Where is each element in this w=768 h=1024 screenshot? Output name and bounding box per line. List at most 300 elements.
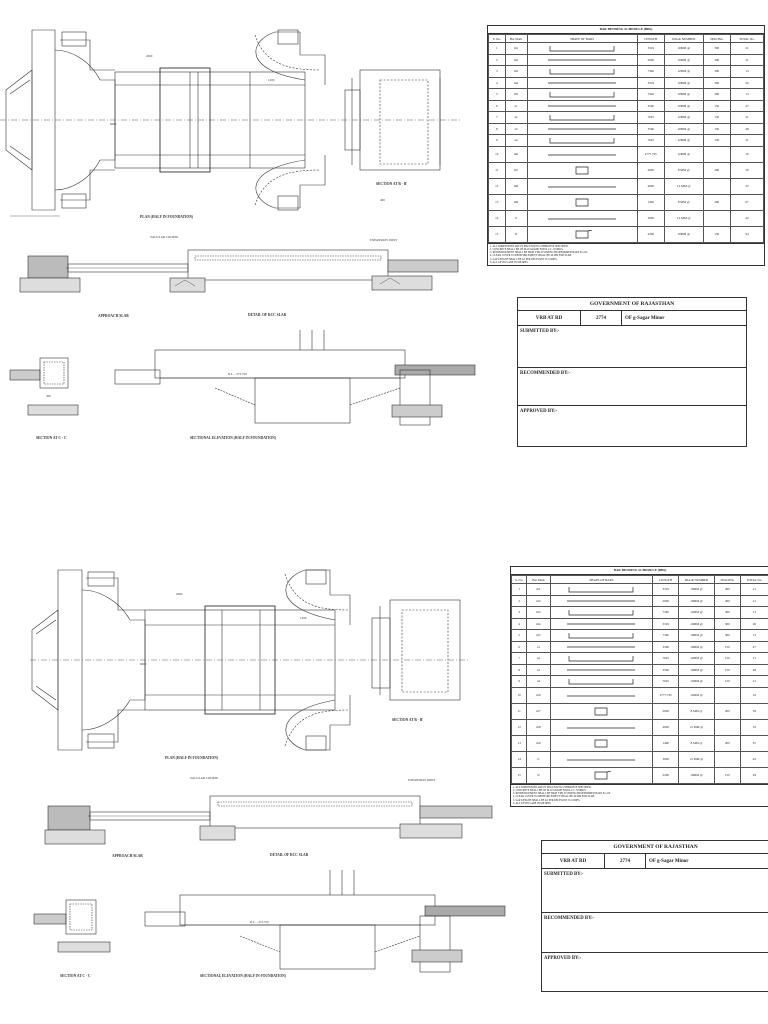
rd-value: 2774: [581, 311, 622, 325]
table-cell: 150: [703, 112, 731, 124]
table-cell: 12 MM @: [665, 210, 704, 226]
schedule-note: 4. CLEAR COVER TO REINFORCEMENT SHALL BE 40 MM FOR SLAB.: [513, 795, 595, 799]
bar-shape-icon: [542, 67, 622, 76]
table-cell: 59: [740, 703, 768, 719]
table-cell: 10MM @: [665, 123, 704, 135]
bar-shape-cell: [550, 607, 653, 619]
table-row: [489, 100, 764, 112]
schedule-note: 3. REINFORCEMENT SHALL BE HIGH YIELD STRENGTH DEFORMED BARS Fe-415.: [513, 792, 611, 796]
bar-shape-cell: [527, 210, 637, 226]
table-cell: a4: [505, 135, 527, 147]
table-cell: 26: [731, 77, 764, 89]
section-cc-title: SECTION AT C - C: [36, 436, 67, 440]
table-cell: 10MM @: [665, 43, 704, 55]
table-cell: m6: [505, 146, 527, 162]
bar-shape-cell: [550, 687, 653, 703]
rl-label: R.L. - 273.750: [228, 372, 247, 376]
table-row: [489, 135, 764, 147]
dim-label: 1200: [268, 78, 275, 82]
table-cell: 5: [512, 630, 527, 642]
table-cell: 21: [731, 135, 764, 147]
rcc-slab-detail-title: DETAIL OF RCC SLAB: [270, 853, 309, 857]
schedule-header: S. No.: [489, 35, 506, 43]
table-cell: 12MM @: [665, 146, 704, 162]
table-cell: 12MM @: [679, 676, 715, 688]
table-cell: 300: [715, 595, 741, 607]
table-row: [489, 178, 764, 194]
table-cell: a2: [505, 112, 527, 124]
table-cell: 47: [731, 100, 764, 112]
section-bb-title: SECTION AT B - B': [376, 182, 408, 186]
table-cell: 8 MM @: [665, 194, 704, 210]
schedule-table: [488, 34, 764, 243]
expansion-joint-label: EXPANSION JOINT: [408, 778, 436, 782]
table-cell: 10MM @: [679, 595, 715, 607]
bar-shape-cell: [527, 77, 637, 89]
table-cell: 2777.745: [653, 687, 679, 703]
bar-shape-icon: [561, 723, 641, 732]
table-cell: 150: [703, 100, 731, 112]
schedule-note: 5. LAP LENGTH SHALL BE AS PER RELEVANT IS CODES.: [513, 798, 581, 802]
bar-shape-cell: [550, 735, 653, 751]
sectional-elevation-title: SECTIONAL ELEVATION (HALF IN FOUNDATION): [200, 974, 286, 978]
table-cell: 12 MM @: [679, 719, 715, 735]
bar-shape-icon: [542, 113, 622, 122]
schedule-note: 3. REINFORCEMENT SHALL BE HIGH YIELD STRENGTH DEFORMED BARS Fe-415.: [490, 251, 588, 255]
bar-shape-icon: [561, 642, 641, 651]
table-cell: 7340: [637, 66, 665, 78]
schedule-note: 2. CONCRETE SHALL BE OF M-20 GRADE FOR R.C.C. WORKS.: [513, 788, 587, 792]
recommended-by: RECOMMENDED BY:-: [542, 913, 768, 953]
table-cell: m7: [527, 703, 550, 719]
table-row: [489, 54, 764, 66]
table-cell: 15: [512, 767, 527, 783]
table-cell: m2: [505, 54, 527, 66]
wearing-coat-label: VACULAR COURSE: [150, 235, 179, 239]
sectional-elevation-title: SECTIONAL ELEVATION (HALF IN FOUNDATION): [190, 436, 276, 440]
table-cell: 12: [489, 178, 506, 194]
table-cell: 42: [731, 210, 764, 226]
bar-shape-icon: [542, 182, 622, 191]
table-cell: 5: [489, 89, 506, 101]
bar-shape-cell: [527, 66, 637, 78]
table-cell: 9: [512, 676, 527, 688]
schedule-header: SHAPE OF BARS: [527, 35, 637, 43]
table-cell: 7625: [653, 653, 679, 665]
table-cell: 12 MM @: [679, 751, 715, 767]
table-cell: t1: [527, 751, 550, 767]
table-cell: 12MM @: [679, 687, 715, 703]
table-cell: 21: [740, 584, 768, 596]
table-cell: 11: [489, 162, 506, 178]
submitted-by: SUBMITTED BY:-: [542, 869, 768, 913]
bar-shape-icon: [542, 44, 622, 53]
table-cell: 10MM @: [665, 226, 704, 242]
approach-slab-title: APPROACH SLAB: [112, 854, 143, 858]
table-cell: m1: [527, 584, 550, 596]
table-cell: 2777.745: [637, 146, 665, 162]
bar-shape-icon: [561, 665, 641, 674]
table-cell: 2000: [637, 54, 665, 66]
table-cell: [715, 751, 741, 767]
table-cell: 10MM @: [665, 100, 704, 112]
dim-label: 400: [380, 198, 385, 202]
schedule-note: 2. CONCRETE SHALL BE OF M-20 GRADE FOR R.C.C. WORKS.: [490, 247, 564, 251]
table-cell: 4000: [637, 178, 665, 194]
table-cell: 150: [703, 135, 731, 147]
table-cell: 12: [512, 719, 527, 735]
table-cell: 2: [512, 595, 527, 607]
government-title: GOVERNMENT OF RAJASTHAN: [542, 841, 768, 854]
table-cell: 6: [489, 100, 506, 112]
minor-name: OF g-Sagar Minor: [625, 315, 665, 321]
approved-by: APPROVED BY:-: [520, 409, 558, 414]
vrb-label: VRB AT RD: [542, 854, 605, 868]
title-block: [517, 297, 747, 447]
bar-shape-icon: [561, 755, 641, 764]
schedule-note: 6. ALL LEVELS ARE IN METRES.: [513, 801, 552, 805]
table-cell: 3: [489, 66, 506, 78]
table-cell: 2: [489, 54, 506, 66]
table-cell: 9: [489, 135, 506, 147]
table-cell: a3: [527, 664, 550, 676]
table-cell: a1: [505, 100, 527, 112]
table-row: [489, 146, 764, 162]
bar-shape-cell: [550, 630, 653, 642]
rcc-slab-detail-title: DETAIL OF RCC SLAB: [248, 313, 287, 317]
table-cell: 94: [731, 226, 764, 242]
table-cell: 300: [703, 77, 731, 89]
table-cell: 2000: [653, 595, 679, 607]
table-cell: 13: [731, 66, 764, 78]
table-cell: 2200: [653, 767, 679, 783]
approach-slab-title: APPROACH SLAB: [98, 314, 129, 318]
table-cell: 13: [512, 735, 527, 751]
bar-shape-cell: [550, 664, 653, 676]
schedule-header: SPACING: [715, 576, 741, 584]
table-cell: 3560: [653, 641, 679, 653]
table-cell: 10MM @: [679, 767, 715, 783]
table-cell: 7340: [653, 630, 679, 642]
table-row: [512, 653, 768, 665]
schedule-notes: [511, 784, 768, 807]
table-cell: 21: [740, 653, 768, 665]
table-cell: a3: [505, 123, 527, 135]
schedule-header: LENGTH: [653, 576, 679, 584]
table-cell: m7: [505, 162, 527, 178]
submitted-by: SUBMITTED BY:-: [518, 326, 746, 368]
table-cell: 150: [715, 664, 741, 676]
table-cell: 13: [489, 194, 506, 210]
bar-shape-icon: [561, 677, 641, 686]
bar-shape-cell: [550, 767, 653, 783]
table-cell: m9: [527, 735, 550, 751]
bar-shape-cell: [527, 112, 637, 124]
table-cell: 94: [740, 767, 768, 783]
engineering-drawing-bottom: [0, 550, 510, 1020]
table-cell: m8: [505, 178, 527, 194]
bar-shape-cell: [527, 146, 637, 162]
table-cell: 16: [740, 687, 768, 703]
table-cell: [703, 146, 731, 162]
bar-shape-icon: [561, 585, 641, 594]
table-cell: 3319: [653, 584, 679, 596]
table-row: [512, 584, 768, 596]
recommended-by: RECOMMENDED BY:-: [518, 368, 746, 406]
table-cell: 1: [512, 584, 527, 596]
table-cell: 3560: [653, 664, 679, 676]
table-cell: 7340: [653, 607, 679, 619]
bar-shape-cell: [527, 54, 637, 66]
table-cell: m6: [527, 687, 550, 703]
bar-shape-cell: [527, 194, 637, 210]
bar-shape-cell: [550, 618, 653, 630]
table-cell: 47: [740, 641, 768, 653]
dim-label: 300: [46, 394, 51, 398]
table-cell: 200: [703, 162, 731, 178]
table-row: [512, 767, 768, 783]
government-title: GOVERNMENT OF RAJASTHAN: [518, 298, 746, 311]
table-row: [489, 226, 764, 242]
bar-shape-cell: [550, 703, 653, 719]
bar-shape-cell: [527, 100, 637, 112]
table-row: [489, 210, 764, 226]
table-row: [512, 641, 768, 653]
table-cell: m1: [505, 43, 527, 55]
table-cell: 8 MM @: [665, 162, 704, 178]
table-cell: a1: [527, 641, 550, 653]
table-cell: [703, 178, 731, 194]
table-cell: 10MM @: [679, 664, 715, 676]
bar-shape-cell: [550, 653, 653, 665]
table-row: [512, 664, 768, 676]
schedule-note: 1. ALL DIMENSIONS ARE IN MM UNLESS OTHERWISE SPECIFIED.: [490, 244, 569, 248]
bar-shape-cell: [527, 43, 637, 55]
table-cell: 42: [740, 751, 768, 767]
rl-label: R.L. - 273.750: [250, 920, 269, 924]
bar-shape-icon: [561, 707, 641, 716]
table-row: [489, 123, 764, 135]
bar-bending-schedule: [510, 566, 768, 807]
table-cell: 14: [489, 210, 506, 226]
table-cell: 2000: [653, 703, 679, 719]
schedule-header: DIA & NUMBER: [665, 35, 704, 43]
table-cell: 10: [489, 146, 506, 162]
schedule-notes: [488, 243, 764, 266]
table-cell: 4: [512, 618, 527, 630]
dim-label: 2000: [176, 592, 183, 596]
table-cell: 14: [512, 751, 527, 767]
table-cell: m9: [505, 194, 527, 210]
table-row: [512, 687, 768, 703]
table-row: [489, 194, 764, 210]
expansion-joint-label: EXPANSION JOINT: [370, 238, 398, 242]
table-cell: 15: [489, 226, 506, 242]
rd-value: 2774: [605, 854, 646, 868]
table-cell: [715, 687, 741, 703]
title-block: [541, 840, 768, 992]
table-cell: 7: [512, 653, 527, 665]
table-cell: 10MM @: [665, 54, 704, 66]
bar-shape-icon: [542, 198, 622, 207]
bar-shape-icon: [542, 150, 622, 159]
table-cell: 300: [703, 43, 731, 55]
table-cell: 10MM @: [665, 89, 704, 101]
table-row: [512, 607, 768, 619]
table-cell: t1: [505, 210, 527, 226]
table-row: [489, 89, 764, 101]
table-cell: 150: [715, 653, 741, 665]
table-cell: 67: [740, 735, 768, 751]
section-bb-title: SECTION AT B - B': [392, 718, 424, 722]
table-cell: 150: [715, 767, 741, 783]
table-cell: m3: [505, 66, 527, 78]
table-cell: 7625: [653, 676, 679, 688]
bar-shape-cell: [550, 595, 653, 607]
bar-shape-icon: [542, 166, 622, 175]
dim-label: 2000: [146, 54, 153, 58]
bar-shape-icon: [561, 654, 641, 663]
table-cell: 10MM @: [679, 641, 715, 653]
table-cell: 3319: [653, 618, 679, 630]
table-cell: 3319: [637, 77, 665, 89]
table-cell: 13: [731, 89, 764, 101]
bar-shape-icon: [542, 101, 622, 110]
table-cell: 10MM @: [679, 618, 715, 630]
table-row: [512, 676, 768, 688]
table-cell: 3560: [637, 100, 665, 112]
table-cell: 2200: [637, 226, 665, 242]
schedule-header: Bar Mark: [527, 576, 550, 584]
table-cell: m5: [527, 630, 550, 642]
table-cell: 10MM @: [665, 77, 704, 89]
table-row: [512, 735, 768, 751]
table-row: [489, 66, 764, 78]
bar-shape-icon: [542, 90, 622, 99]
table-cell: 300: [715, 630, 741, 642]
table-cell: 300: [715, 584, 741, 596]
table-cell: 150: [703, 226, 731, 242]
drawing-sheet-top: [0, 10, 768, 480]
table-cell: 21: [731, 112, 764, 124]
table-cell: 12MM @: [665, 112, 704, 124]
table-row: [489, 77, 764, 89]
bar-shape-icon: [542, 78, 622, 87]
table-cell: 26: [740, 618, 768, 630]
bar-shape-cell: [527, 135, 637, 147]
dim-label: 6000: [140, 662, 147, 666]
schedule-title: BAR BENDING SCHEDULE (BBS): [511, 567, 768, 575]
table-cell: 150: [703, 123, 731, 135]
table-cell: 21: [731, 43, 764, 55]
table-cell: 32: [740, 719, 768, 735]
bar-shape-icon: [542, 124, 622, 133]
table-cell: 200: [703, 194, 731, 210]
table-cell: 21: [740, 595, 768, 607]
bar-shape-cell: [527, 123, 637, 135]
table-cell: 3319: [637, 43, 665, 55]
table-cell: 300: [715, 607, 741, 619]
section-cc-title: SECTION AT C - C: [60, 974, 91, 978]
table-cell: 200: [715, 735, 741, 751]
table-cell: 300: [703, 54, 731, 66]
table-cell: 2000: [637, 162, 665, 178]
bar-shape-icon: [561, 739, 641, 748]
table-cell: 8: [512, 664, 527, 676]
table-cell: [703, 210, 731, 226]
table-cell: 7340: [637, 89, 665, 101]
table-cell: 10MM @: [679, 584, 715, 596]
table-cell: 3560: [637, 123, 665, 135]
schedule-header: TOTAL No.: [740, 576, 768, 584]
table-cell: 48: [731, 123, 764, 135]
table-cell: 7625: [637, 112, 665, 124]
plan-view-title: PLAN (HALF IN FOUNDATION): [140, 215, 194, 219]
table-cell: 7625: [637, 135, 665, 147]
table-cell: m5: [505, 89, 527, 101]
table-cell: 8 MM @: [679, 735, 715, 751]
schedule-table: [511, 575, 768, 784]
table-cell: 150: [715, 676, 741, 688]
table-cell: 300: [703, 66, 731, 78]
table-row: [489, 112, 764, 124]
table-cell: 13: [740, 607, 768, 619]
table-cell: 8 MM @: [679, 703, 715, 719]
table-cell: 32: [731, 178, 764, 194]
table-row: [512, 595, 768, 607]
schedule-header: S. No.: [512, 576, 527, 584]
bar-shape-cell: [550, 584, 653, 596]
table-cell: t2: [527, 767, 550, 783]
bar-shape-icon: [542, 214, 622, 223]
table-row: [512, 618, 768, 630]
table-cell: 300: [703, 89, 731, 101]
bar-shape-cell: [550, 751, 653, 767]
bar-bending-schedule: [487, 25, 765, 266]
bar-shape-cell: [527, 162, 637, 178]
table-cell: 4: [489, 77, 506, 89]
table-cell: 1: [489, 43, 506, 55]
table-cell: 67: [731, 194, 764, 210]
schedule-note: 6. ALL LEVELS ARE IN METRES.: [490, 260, 529, 264]
table-row: [512, 719, 768, 735]
table-cell: m8: [527, 719, 550, 735]
table-cell: 21: [731, 54, 764, 66]
table-cell: m4: [527, 618, 550, 630]
bar-shape-icon: [561, 771, 641, 780]
table-row: [489, 43, 764, 55]
vrb-label: VRB AT RD: [518, 311, 581, 325]
table-cell: 3000: [653, 751, 679, 767]
table-cell: 8: [489, 123, 506, 135]
table-cell: 7: [489, 112, 506, 124]
table-cell: 200: [715, 703, 741, 719]
minor-name: OF g-Sagar Minor: [649, 858, 689, 864]
schedule-title: BAR BENDING SCHEDULE (BBS): [488, 26, 764, 34]
table-cell: 4000: [653, 719, 679, 735]
table-cell: a4: [527, 676, 550, 688]
bar-shape-cell: [550, 641, 653, 653]
bar-shape-cell: [527, 89, 637, 101]
table-cell: a2: [527, 653, 550, 665]
bar-shape-icon: [561, 608, 641, 617]
approved-by: APPROVED BY:-: [544, 956, 582, 961]
table-cell: m4: [505, 77, 527, 89]
table-cell: 16: [731, 146, 764, 162]
bar-shape-icon: [561, 631, 641, 640]
table-row: [512, 703, 768, 719]
bar-shape-cell: [527, 178, 637, 194]
